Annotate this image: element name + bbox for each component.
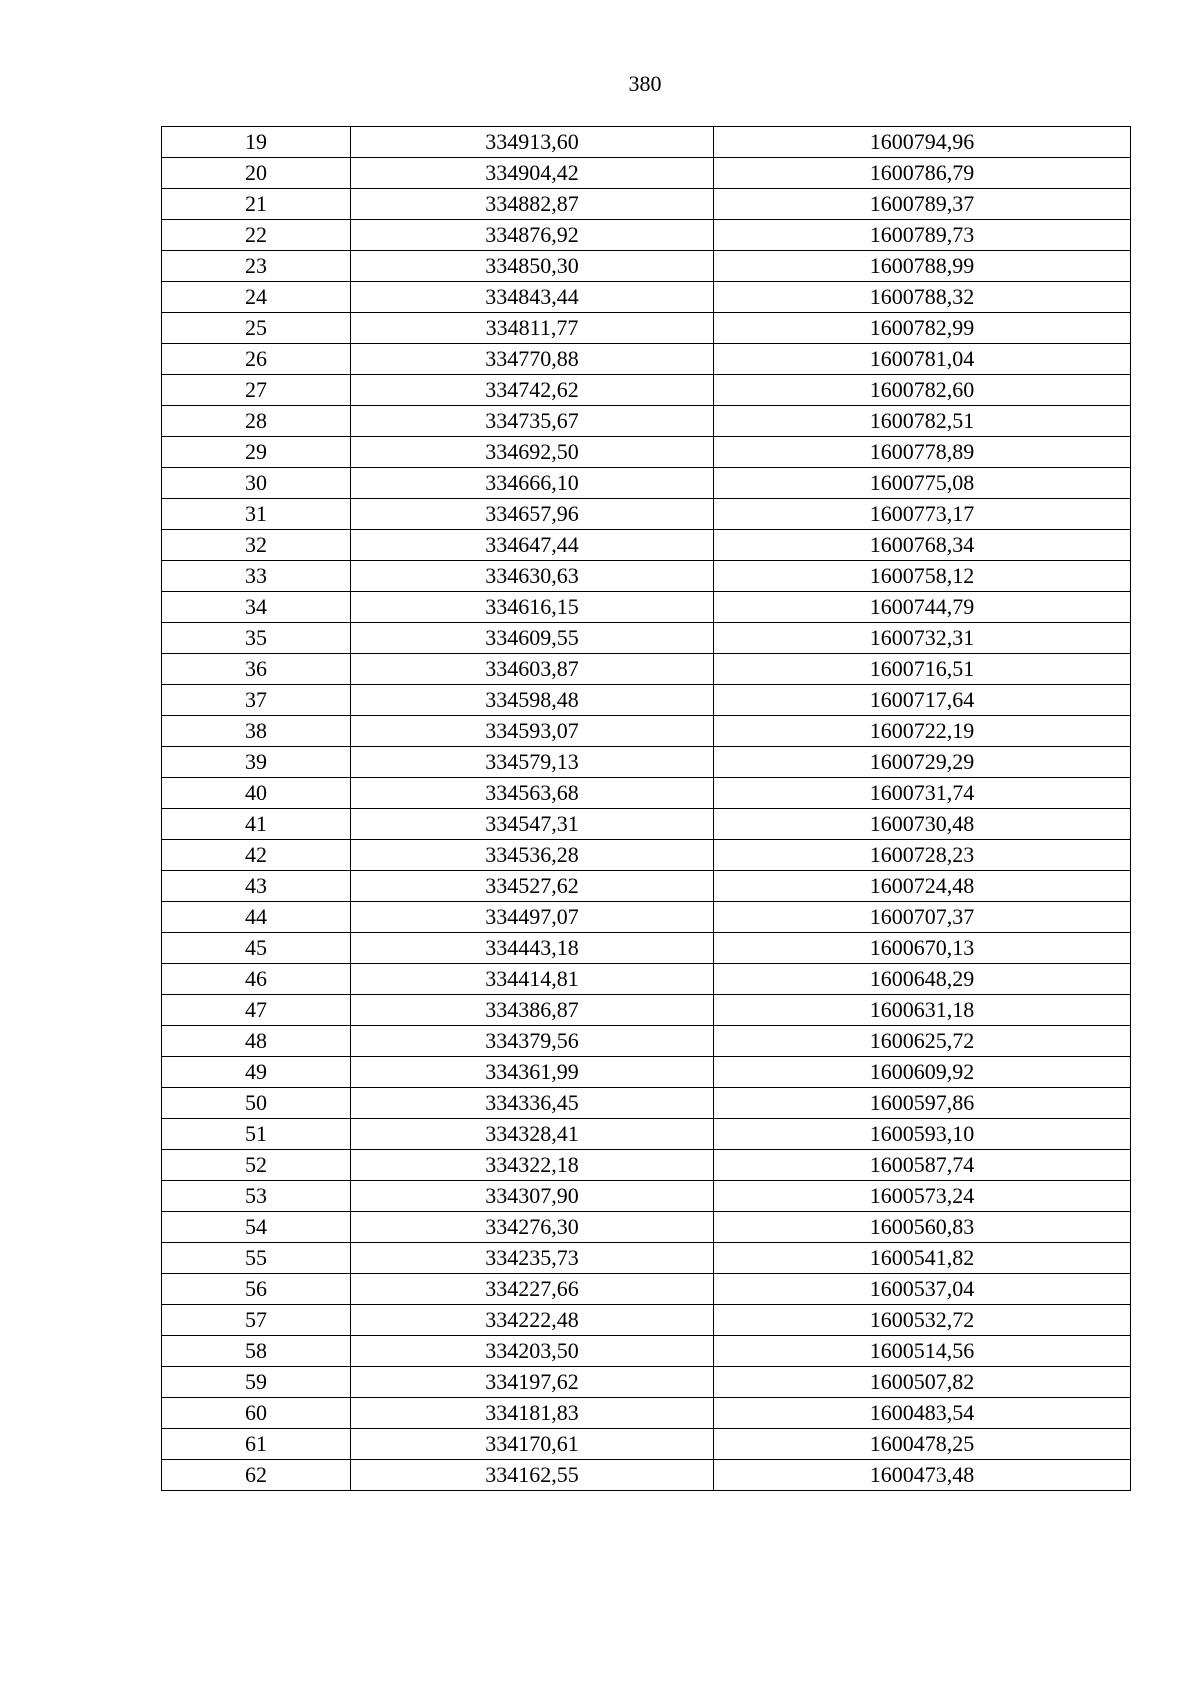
table-row (162, 995, 1131, 1026)
y-coordinate-cell: 1600625,72 (714, 1026, 1131, 1057)
table-row (162, 406, 1131, 437)
point-number-cell: 29 (162, 437, 351, 468)
point-number-cell: 43 (162, 871, 351, 902)
point-number-cell: 58 (162, 1336, 351, 1367)
y-coordinate-cell: 1600782,51 (714, 406, 1131, 437)
point-number-cell: 50 (162, 1088, 351, 1119)
y-coordinate-cell: 1600788,32 (714, 282, 1131, 313)
y-coordinate-cell: 1600728,23 (714, 840, 1131, 871)
point-number-cell: 54 (162, 1212, 351, 1243)
point-number-cell: 47 (162, 995, 351, 1026)
y-coordinate-cell: 1600478,25 (714, 1429, 1131, 1460)
y-coordinate-cell: 1600794,96 (714, 127, 1131, 158)
point-number-cell: 59 (162, 1367, 351, 1398)
table-row (162, 1367, 1131, 1398)
table-row (162, 1305, 1131, 1336)
y-coordinate-cell: 1600593,10 (714, 1119, 1131, 1150)
point-number-cell: 25 (162, 313, 351, 344)
point-number-cell: 52 (162, 1150, 351, 1181)
x-coordinate-cell: 334547,31 (351, 809, 714, 840)
x-coordinate-cell: 334692,50 (351, 437, 714, 468)
y-coordinate-cell: 1600587,74 (714, 1150, 1131, 1181)
y-coordinate-cell: 1600716,51 (714, 654, 1131, 685)
table-row (162, 623, 1131, 654)
table-row (162, 282, 1131, 313)
y-coordinate-cell: 1600724,48 (714, 871, 1131, 902)
y-coordinate-cell: 1600773,17 (714, 499, 1131, 530)
x-coordinate-cell: 334170,61 (351, 1429, 714, 1460)
y-coordinate-cell: 1600573,24 (714, 1181, 1131, 1212)
y-coordinate-cell: 1600730,48 (714, 809, 1131, 840)
x-coordinate-cell: 334443,18 (351, 933, 714, 964)
x-coordinate-cell: 334162,55 (351, 1460, 714, 1491)
coordinates-table (161, 126, 1131, 1491)
y-coordinate-cell: 1600729,29 (714, 747, 1131, 778)
x-coordinate-cell: 334536,28 (351, 840, 714, 871)
x-coordinate-cell: 334904,42 (351, 158, 714, 189)
x-coordinate-cell: 334598,48 (351, 685, 714, 716)
table-row (162, 685, 1131, 716)
table-row (162, 1274, 1131, 1305)
table-row (162, 344, 1131, 375)
y-coordinate-cell: 1600537,04 (714, 1274, 1131, 1305)
point-number-cell: 38 (162, 716, 351, 747)
table-row (162, 499, 1131, 530)
y-coordinate-cell: 1600631,18 (714, 995, 1131, 1026)
point-number-cell: 28 (162, 406, 351, 437)
table-row (162, 1398, 1131, 1429)
page-number: 380 (628, 71, 662, 96)
x-coordinate-cell: 334197,62 (351, 1367, 714, 1398)
x-coordinate-cell: 334181,83 (351, 1398, 714, 1429)
point-number-cell: 53 (162, 1181, 351, 1212)
point-number-cell: 44 (162, 902, 351, 933)
table-row (162, 1336, 1131, 1367)
x-coordinate-cell: 334882,87 (351, 189, 714, 220)
y-coordinate-cell: 1600560,83 (714, 1212, 1131, 1243)
table-row (162, 1212, 1131, 1243)
table-row (162, 530, 1131, 561)
y-coordinate-cell: 1600778,89 (714, 437, 1131, 468)
x-coordinate-cell: 334735,67 (351, 406, 714, 437)
table-row (162, 1429, 1131, 1460)
table-row (162, 809, 1131, 840)
point-number-cell: 27 (162, 375, 351, 406)
table-row (162, 933, 1131, 964)
point-number-cell: 57 (162, 1305, 351, 1336)
x-coordinate-cell: 334876,92 (351, 220, 714, 251)
y-coordinate-cell: 1600744,79 (714, 592, 1131, 623)
x-coordinate-cell: 334322,18 (351, 1150, 714, 1181)
point-number-cell: 19 (162, 127, 351, 158)
table-row (162, 561, 1131, 592)
point-number-cell: 33 (162, 561, 351, 592)
point-number-cell: 20 (162, 158, 351, 189)
table-row (162, 964, 1131, 995)
point-number-cell: 22 (162, 220, 351, 251)
y-coordinate-cell: 1600541,82 (714, 1243, 1131, 1274)
table-row (162, 1181, 1131, 1212)
x-coordinate-cell: 334770,88 (351, 344, 714, 375)
table-row (162, 1460, 1131, 1491)
point-number-cell: 42 (162, 840, 351, 871)
table-row (162, 1243, 1131, 1274)
table-row (162, 220, 1131, 251)
point-number-cell: 34 (162, 592, 351, 623)
table-row (162, 127, 1131, 158)
y-coordinate-cell: 1600648,29 (714, 964, 1131, 995)
x-coordinate-cell: 334742,62 (351, 375, 714, 406)
x-coordinate-cell: 334811,77 (351, 313, 714, 344)
x-coordinate-cell: 334647,44 (351, 530, 714, 561)
y-coordinate-cell: 1600782,99 (714, 313, 1131, 344)
point-number-cell: 55 (162, 1243, 351, 1274)
x-coordinate-cell: 334666,10 (351, 468, 714, 499)
y-coordinate-cell: 1600788,99 (714, 251, 1131, 282)
x-coordinate-cell: 334336,45 (351, 1088, 714, 1119)
point-number-cell: 35 (162, 623, 351, 654)
x-coordinate-cell: 334630,63 (351, 561, 714, 592)
point-number-cell: 62 (162, 1460, 351, 1491)
x-coordinate-cell: 334579,13 (351, 747, 714, 778)
table-row (162, 1088, 1131, 1119)
y-coordinate-cell: 1600722,19 (714, 716, 1131, 747)
point-number-cell: 60 (162, 1398, 351, 1429)
x-coordinate-cell: 334227,66 (351, 1274, 714, 1305)
table-row (162, 313, 1131, 344)
table-row (162, 251, 1131, 282)
x-coordinate-cell: 334657,96 (351, 499, 714, 530)
table-row (162, 716, 1131, 747)
x-coordinate-cell: 334497,07 (351, 902, 714, 933)
y-coordinate-cell: 1600768,34 (714, 530, 1131, 561)
table-row (162, 468, 1131, 499)
y-coordinate-cell: 1600758,12 (714, 561, 1131, 592)
y-coordinate-cell: 1600597,86 (714, 1088, 1131, 1119)
x-coordinate-cell: 334328,41 (351, 1119, 714, 1150)
point-number-cell: 30 (162, 468, 351, 499)
y-coordinate-cell: 1600670,13 (714, 933, 1131, 964)
x-coordinate-cell: 334414,81 (351, 964, 714, 995)
x-coordinate-cell: 334235,73 (351, 1243, 714, 1274)
x-coordinate-cell: 334361,99 (351, 1057, 714, 1088)
y-coordinate-cell: 1600782,60 (714, 375, 1131, 406)
table-row (162, 189, 1131, 220)
point-number-cell: 45 (162, 933, 351, 964)
table-row (162, 158, 1131, 189)
y-coordinate-cell: 1600732,31 (714, 623, 1131, 654)
point-number-cell: 32 (162, 530, 351, 561)
x-coordinate-cell: 334307,90 (351, 1181, 714, 1212)
table-row (162, 1057, 1131, 1088)
y-coordinate-cell: 1600789,37 (714, 189, 1131, 220)
point-number-cell: 31 (162, 499, 351, 530)
point-number-cell: 37 (162, 685, 351, 716)
x-coordinate-cell: 334603,87 (351, 654, 714, 685)
y-coordinate-cell: 1600532,72 (714, 1305, 1131, 1336)
point-number-cell: 56 (162, 1274, 351, 1305)
x-coordinate-cell: 334843,44 (351, 282, 714, 313)
point-number-cell: 26 (162, 344, 351, 375)
table-row (162, 1150, 1131, 1181)
y-coordinate-cell: 1600507,82 (714, 1367, 1131, 1398)
x-coordinate-cell: 334527,62 (351, 871, 714, 902)
coordinates-table-body (162, 127, 1131, 1491)
x-coordinate-cell: 334563,68 (351, 778, 714, 809)
point-number-cell: 51 (162, 1119, 351, 1150)
x-coordinate-cell: 334616,15 (351, 592, 714, 623)
table-row (162, 1026, 1131, 1057)
x-coordinate-cell: 334850,30 (351, 251, 714, 282)
y-coordinate-cell: 1600789,73 (714, 220, 1131, 251)
x-coordinate-cell: 334593,07 (351, 716, 714, 747)
y-coordinate-cell: 1600707,37 (714, 902, 1131, 933)
table-row (162, 902, 1131, 933)
y-coordinate-cell: 1600473,48 (714, 1460, 1131, 1491)
y-coordinate-cell: 1600775,08 (714, 468, 1131, 499)
table-row (162, 840, 1131, 871)
table-row (162, 747, 1131, 778)
x-coordinate-cell: 334222,48 (351, 1305, 714, 1336)
y-coordinate-cell: 1600483,54 (714, 1398, 1131, 1429)
table-row (162, 437, 1131, 468)
y-coordinate-cell: 1600731,74 (714, 778, 1131, 809)
point-number-cell: 41 (162, 809, 351, 840)
y-coordinate-cell: 1600781,04 (714, 344, 1131, 375)
table-row (162, 375, 1131, 406)
point-number-cell: 23 (162, 251, 351, 282)
point-number-cell: 40 (162, 778, 351, 809)
y-coordinate-cell: 1600786,79 (714, 158, 1131, 189)
point-number-cell: 24 (162, 282, 351, 313)
point-number-cell: 39 (162, 747, 351, 778)
point-number-cell: 48 (162, 1026, 351, 1057)
table-row (162, 592, 1131, 623)
table-row (162, 778, 1131, 809)
y-coordinate-cell: 1600514,56 (714, 1336, 1131, 1367)
x-coordinate-cell: 334379,56 (351, 1026, 714, 1057)
x-coordinate-cell: 334276,30 (351, 1212, 714, 1243)
table-row (162, 871, 1131, 902)
x-coordinate-cell: 334913,60 (351, 127, 714, 158)
y-coordinate-cell: 1600609,92 (714, 1057, 1131, 1088)
point-number-cell: 21 (162, 189, 351, 220)
point-number-cell: 46 (162, 964, 351, 995)
point-number-cell: 36 (162, 654, 351, 685)
point-number-cell: 61 (162, 1429, 351, 1460)
x-coordinate-cell: 334386,87 (351, 995, 714, 1026)
point-number-cell: 49 (162, 1057, 351, 1088)
y-coordinate-cell: 1600717,64 (714, 685, 1131, 716)
table-row (162, 654, 1131, 685)
x-coordinate-cell: 334203,50 (351, 1336, 714, 1367)
x-coordinate-cell: 334609,55 (351, 623, 714, 654)
table-row (162, 1119, 1131, 1150)
